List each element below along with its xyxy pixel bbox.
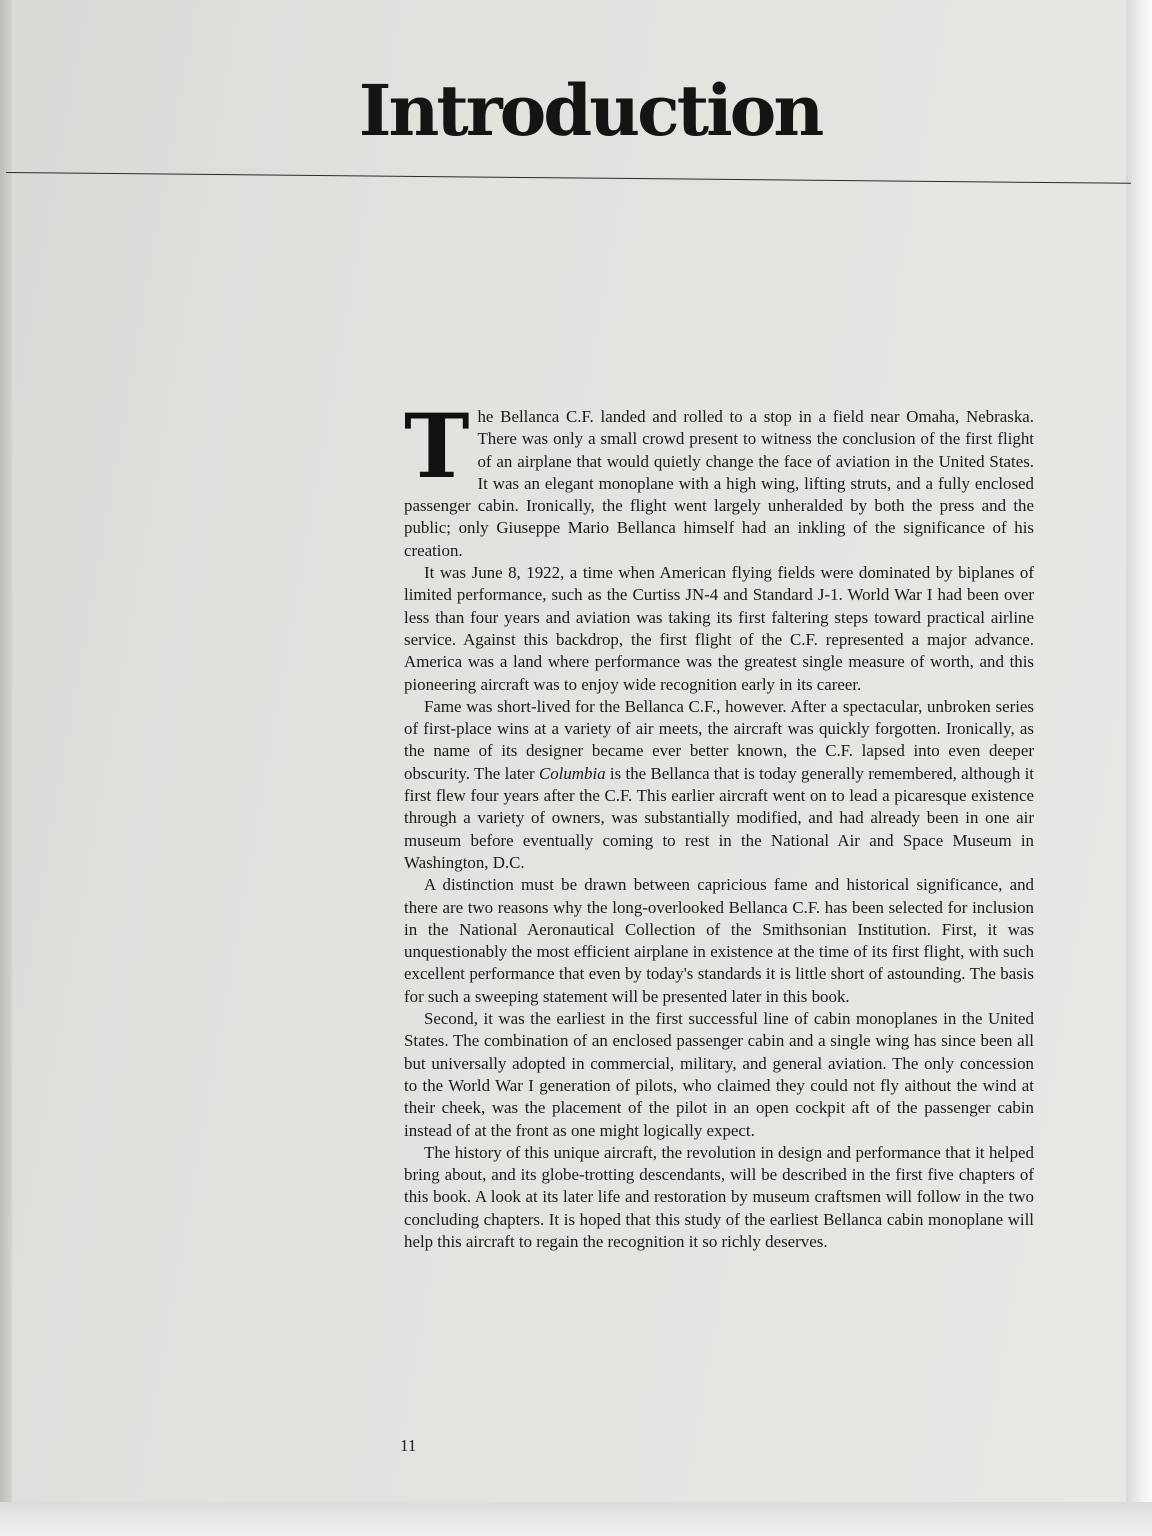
paragraph-6: The history of this unique aircraft, the revolution in design and performance that it helped bring about, and its globe-trotting descendants, will be described in the first five chapters of this book. A look at its later life and restoration by museum craftsmen will follow in the two concluding chapters. It is hoped that this study of the earliest Bellanca cabin monoplane will help this aircraft to regain the recognition it so richly deserves. (404, 1142, 1034, 1251)
paragraph-5: Second, it was the earliest in the first successful line of cabin monoplanes in the United States. The combination of an enclosed passenger cabin and a single wing has since been all but universally adopted in commercial, military, and general aviation. The only concession to the World War I generation of pilots, who claimed they could not fly aithout the wind at their cheek, was the placement of the pilot in an open cockpit aft of the passenger cabin instead of at the front as one might logically expect. (404, 1009, 1034, 1140)
body-text (404, 394, 1034, 1253)
drop-cap: T (404, 394, 470, 498)
paragraph-1-text: he Bellanca C.F. landed and rolled to a stop in a field near Omaha, Nebraska. There was only a small crowd present to witness the conclusion of the first flight of an airplane that would quietly change the face of aviation in the United States. It was an elegant monoplane with a high wing, lifting struts, and a fully enclosed passenger cabin. Ironically, the flight went largely unheralded by both the press and the public; only Giuseppe Mario Bellanca himself had an inkling of the significance of his creation. (404, 407, 1034, 560)
paragraph-4: A distinction must be drawn between capricious fame and historical significance, and there are two reasons why the long-overlooked Bellanca C.F. has been selected for inclusion in the National Aeronautical Collection of the Smithsonian Institution. First, it was unquestionably the most efficient airplane in existence at the time of its first flight, with such excellent performance that even by today's standards it is little short of astounding. The basis for such a sweeping statement will be presented later in this book. (404, 875, 1034, 1006)
paragraph-1 (404, 394, 1034, 562)
binding-shadow (0, 0, 12, 1536)
paragraph-2: It was June 8, 1922, a time when American flying fields were dominated by biplanes of limited performance, such as the Curtiss JN-4 and Standard J-1. World War I had been over less than four years and aviation was taking its first faltering steps toward practical airline service. Against this backdrop, the first flight of the C.F. represented a major advance. America was a land where performance was the greatest single measure of worth, and this pioneering aircraft was to enjoy wide recognition early in its career. (404, 563, 1034, 694)
page-number: 11 (400, 1436, 417, 1455)
page-title: Introduction (358, 69, 822, 152)
page-right-edge (1126, 0, 1152, 1536)
paragraph-3: Fame was short-lived for the Bellanca C.F., however. After a spectacular, unbroken series of first-place wins at a variety of air meets, the aircraft was quickly forgotten. Ironically, as the name of its designer became ever better known, the C.F. lapsed into even deeper obscurity. The later Columbia is the Bellanca that is today generally remembered, although it first flew four years after the C.F. This earlier aircraft went on to lead a picaresque existence through a variety of owners, was substantially modified, and had already been in one air museum before eventually coming to rest in the National Air and Space Museum in Washington, D.C. (404, 696, 1034, 872)
page-bottom-edge (0, 1502, 1152, 1536)
aircraft-name-italic: Columbia (538, 763, 606, 783)
